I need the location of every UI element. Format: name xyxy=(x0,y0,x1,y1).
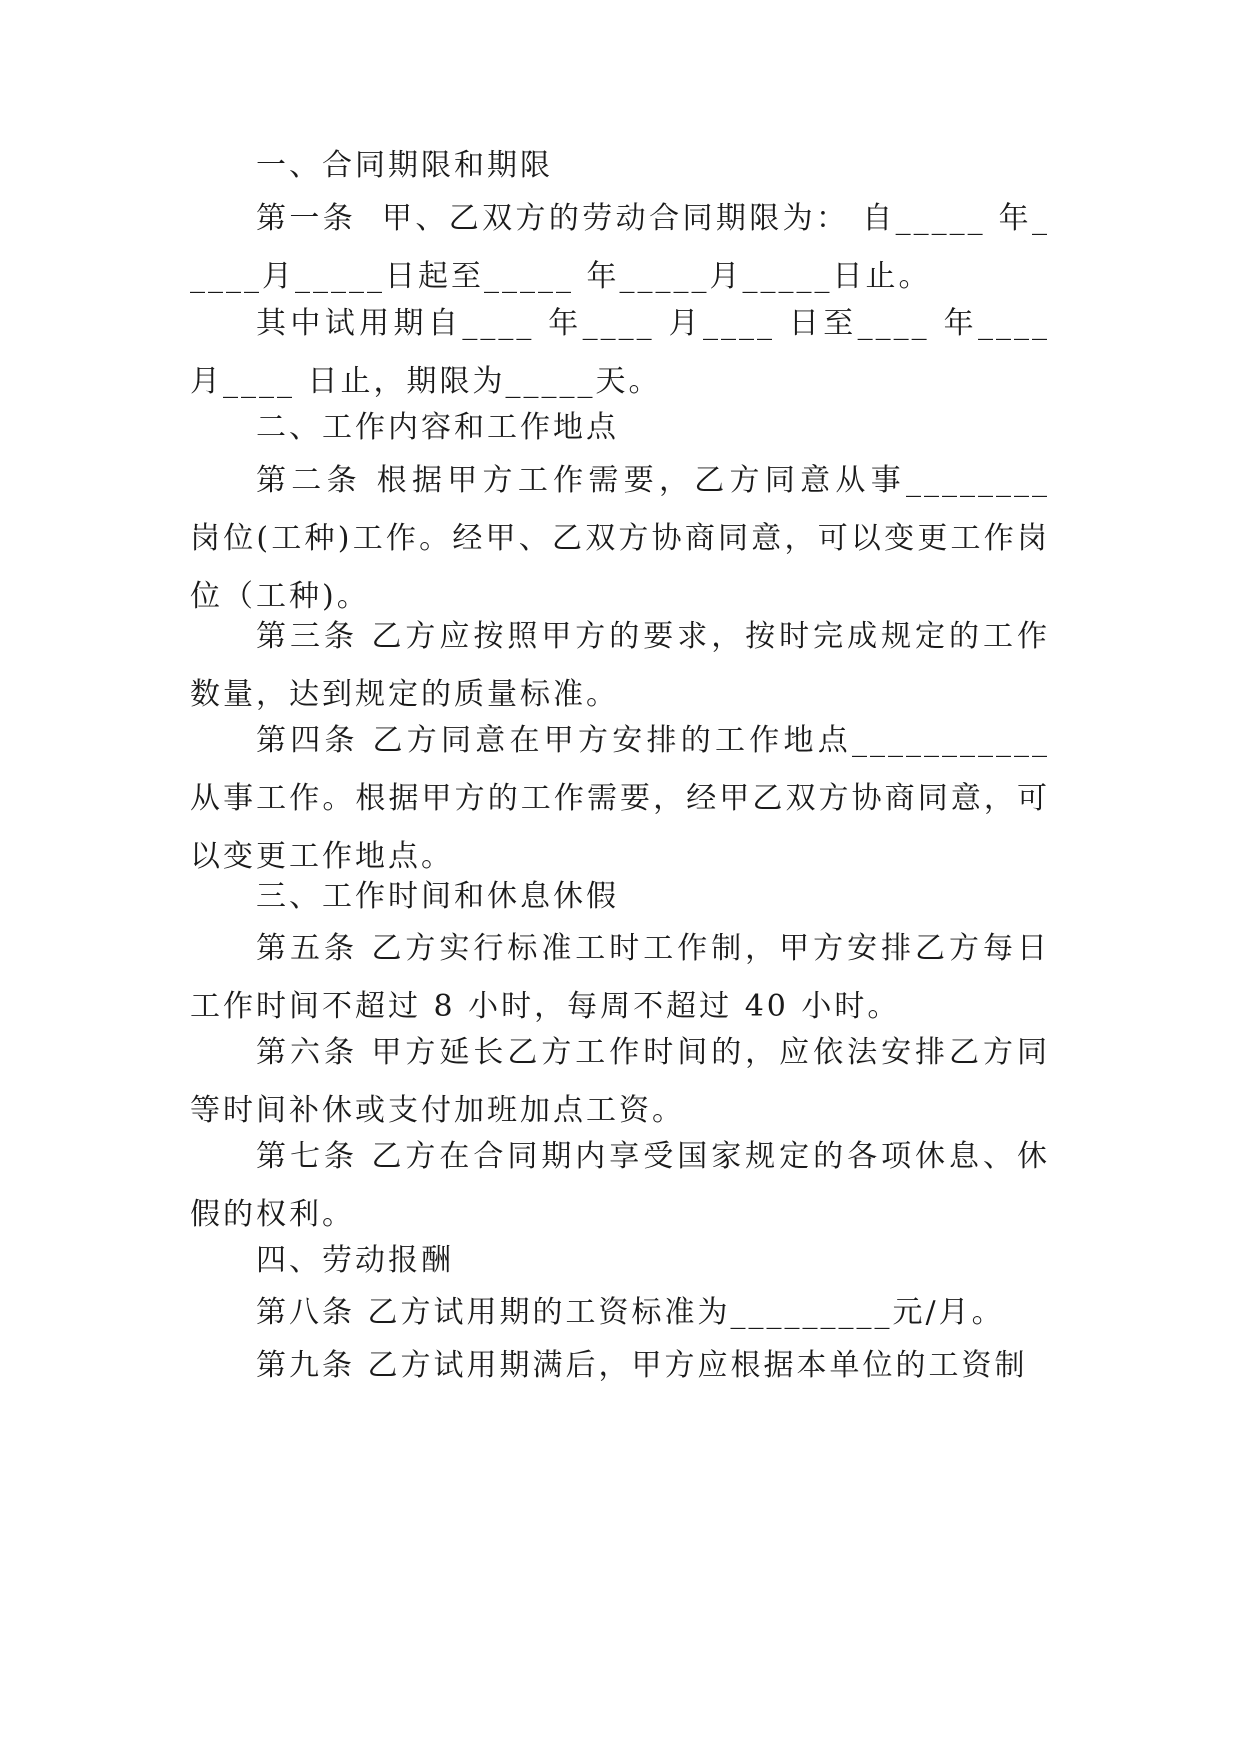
clause-6: 第六条 甲方延长乙方工作时间的，应依法安排乙方同等时间补休或支付加班加点工资。 xyxy=(190,1035,1050,1128)
clause-4: 第四条 乙方同意在甲方安排的工作地点___________从事工作。根据甲方的工作需要，经甲乙双方协商同意，可以变更工作地点。 xyxy=(190,723,1050,874)
section-heading-2: 二、工作内容和工作地点 xyxy=(256,410,619,445)
clause-2: 第二条 根据甲方工作需要，乙方同意从事________ 岗位(工种)工作。经甲、乙双方协商同意，可以变更工作岗位（工种)。 xyxy=(190,463,1063,614)
clause-9: 第九条 乙方试用期满后，甲方应根据本单位的工资制 xyxy=(256,1348,1028,1383)
clause-1: 第一条 甲、乙双方的劳动合同期限为： 自_____ 年_____月_____日起至_____ 年_____月_____日止。 xyxy=(190,201,1050,294)
clause-3: 第三条 乙方应按照甲方的要求，按时完成规定的工作数量，达到规定的质量标准。 xyxy=(190,619,1050,712)
clause-5: 第五条 乙方实行标准工时工作制，甲方安排乙方每日工作时间不超过 8 小时，每周不超过 40 小时。 xyxy=(190,931,1050,1024)
section-heading-4: 四、劳动报酬 xyxy=(256,1243,454,1278)
clause-1-probation: 其中试用期自____ 年____ 月____ 日至____ 年____月____ 日止，期限为_____天。 xyxy=(190,306,1050,399)
section-heading-3: 三、工作时间和休息休假 xyxy=(256,879,619,914)
clause-7: 第七条 乙方在合同期内享受国家规定的各项休息、休假的权利。 xyxy=(190,1139,1050,1232)
clause-8: 第八条 乙方试用期的工资标准为_________元/月。 xyxy=(256,1295,1005,1330)
section-heading-1: 一、合同期限和期限 xyxy=(256,148,553,183)
